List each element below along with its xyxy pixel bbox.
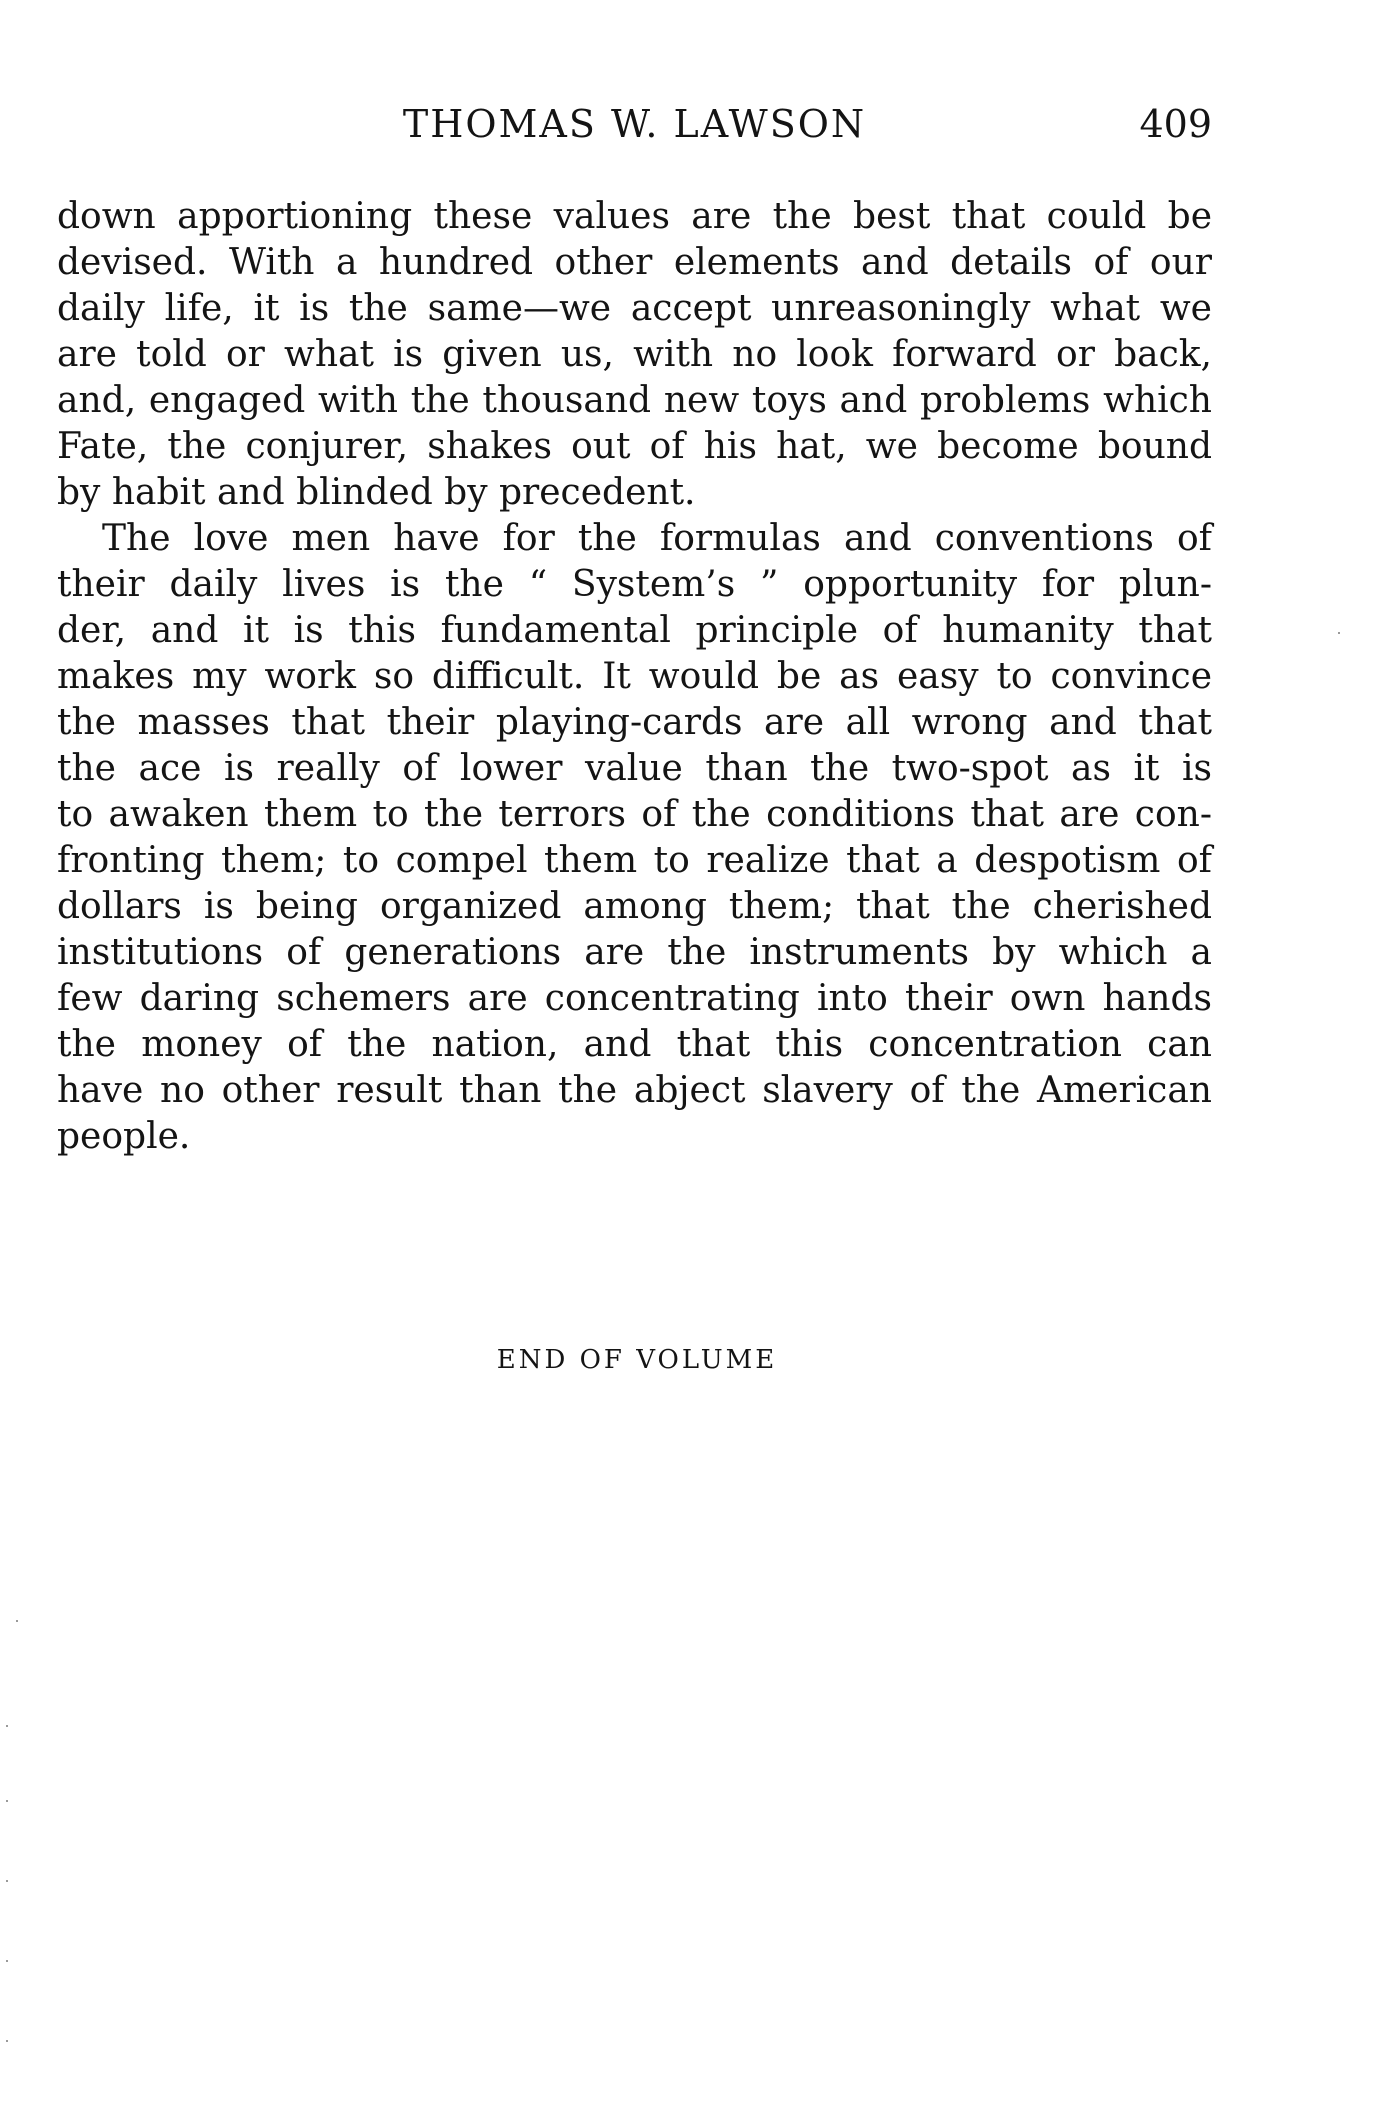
text-line: fronting them; to compel them to realize that a despotism of — [57, 840, 1212, 881]
scan-speck — [1338, 632, 1340, 634]
text-line: the money of the nation, and that this concentration can — [57, 1024, 1212, 1065]
scan-speck — [6, 2040, 8, 2042]
text-line: der, and it is this fundamental principle of humanity that — [57, 610, 1212, 651]
text-line: by habit and blinded by precedent. — [57, 472, 696, 513]
text-line: the ace is really of lower value than the two-spot as it is — [57, 748, 1212, 789]
running-header — [57, 98, 1212, 154]
text-line: people. — [57, 1116, 191, 1157]
scan-speck — [6, 1960, 8, 1962]
end-of-volume-mark: END OF VOLUME — [496, 1345, 778, 1375]
text-line: the masses that their playing-cards are all wrong and that — [57, 702, 1212, 743]
scan-speck — [6, 1800, 8, 1802]
scan-speck — [6, 1725, 8, 1727]
text-line: daily life, it is the same—we accept unreasoningly what we — [57, 288, 1212, 329]
text-line: devised. With a hundred other elements and details of our — [57, 242, 1212, 283]
running-title: THOMAS W. LAWSON — [402, 102, 867, 146]
text-line: to awaken them to the terrors of the conditions that are con- — [57, 794, 1212, 835]
text-line: their daily lives is the “ System’s ” opportunity for plun- — [57, 564, 1212, 605]
text-line: are told or what is given us, with no look forward or back, — [57, 334, 1212, 375]
text-line: few daring schemers are concentrating into their own hands — [57, 978, 1212, 1019]
scan-speck — [6, 1880, 8, 1882]
body-text — [57, 194, 1212, 1160]
text-line: Fate, the conjurer, shakes out of his hat, we become bound — [57, 426, 1212, 467]
page-number: 409 — [1139, 102, 1212, 146]
scan-speck — [16, 1620, 18, 1622]
text-line: have no other result than the abject slavery of the American — [57, 1070, 1212, 1111]
text-line: makes my work so difficult. It would be as easy to convince — [57, 656, 1212, 697]
text-line: and, engaged with the thousand new toys and problems which — [57, 380, 1212, 421]
paragraph-start-line: The love men have for the formulas and conventions of — [102, 518, 1212, 559]
text-line: institutions of generations are the instruments by which a — [57, 932, 1212, 973]
text-line: down apportioning these values are the best that could be — [57, 196, 1212, 237]
text-line: dollars is being organized among them; that the cherished — [57, 886, 1212, 927]
